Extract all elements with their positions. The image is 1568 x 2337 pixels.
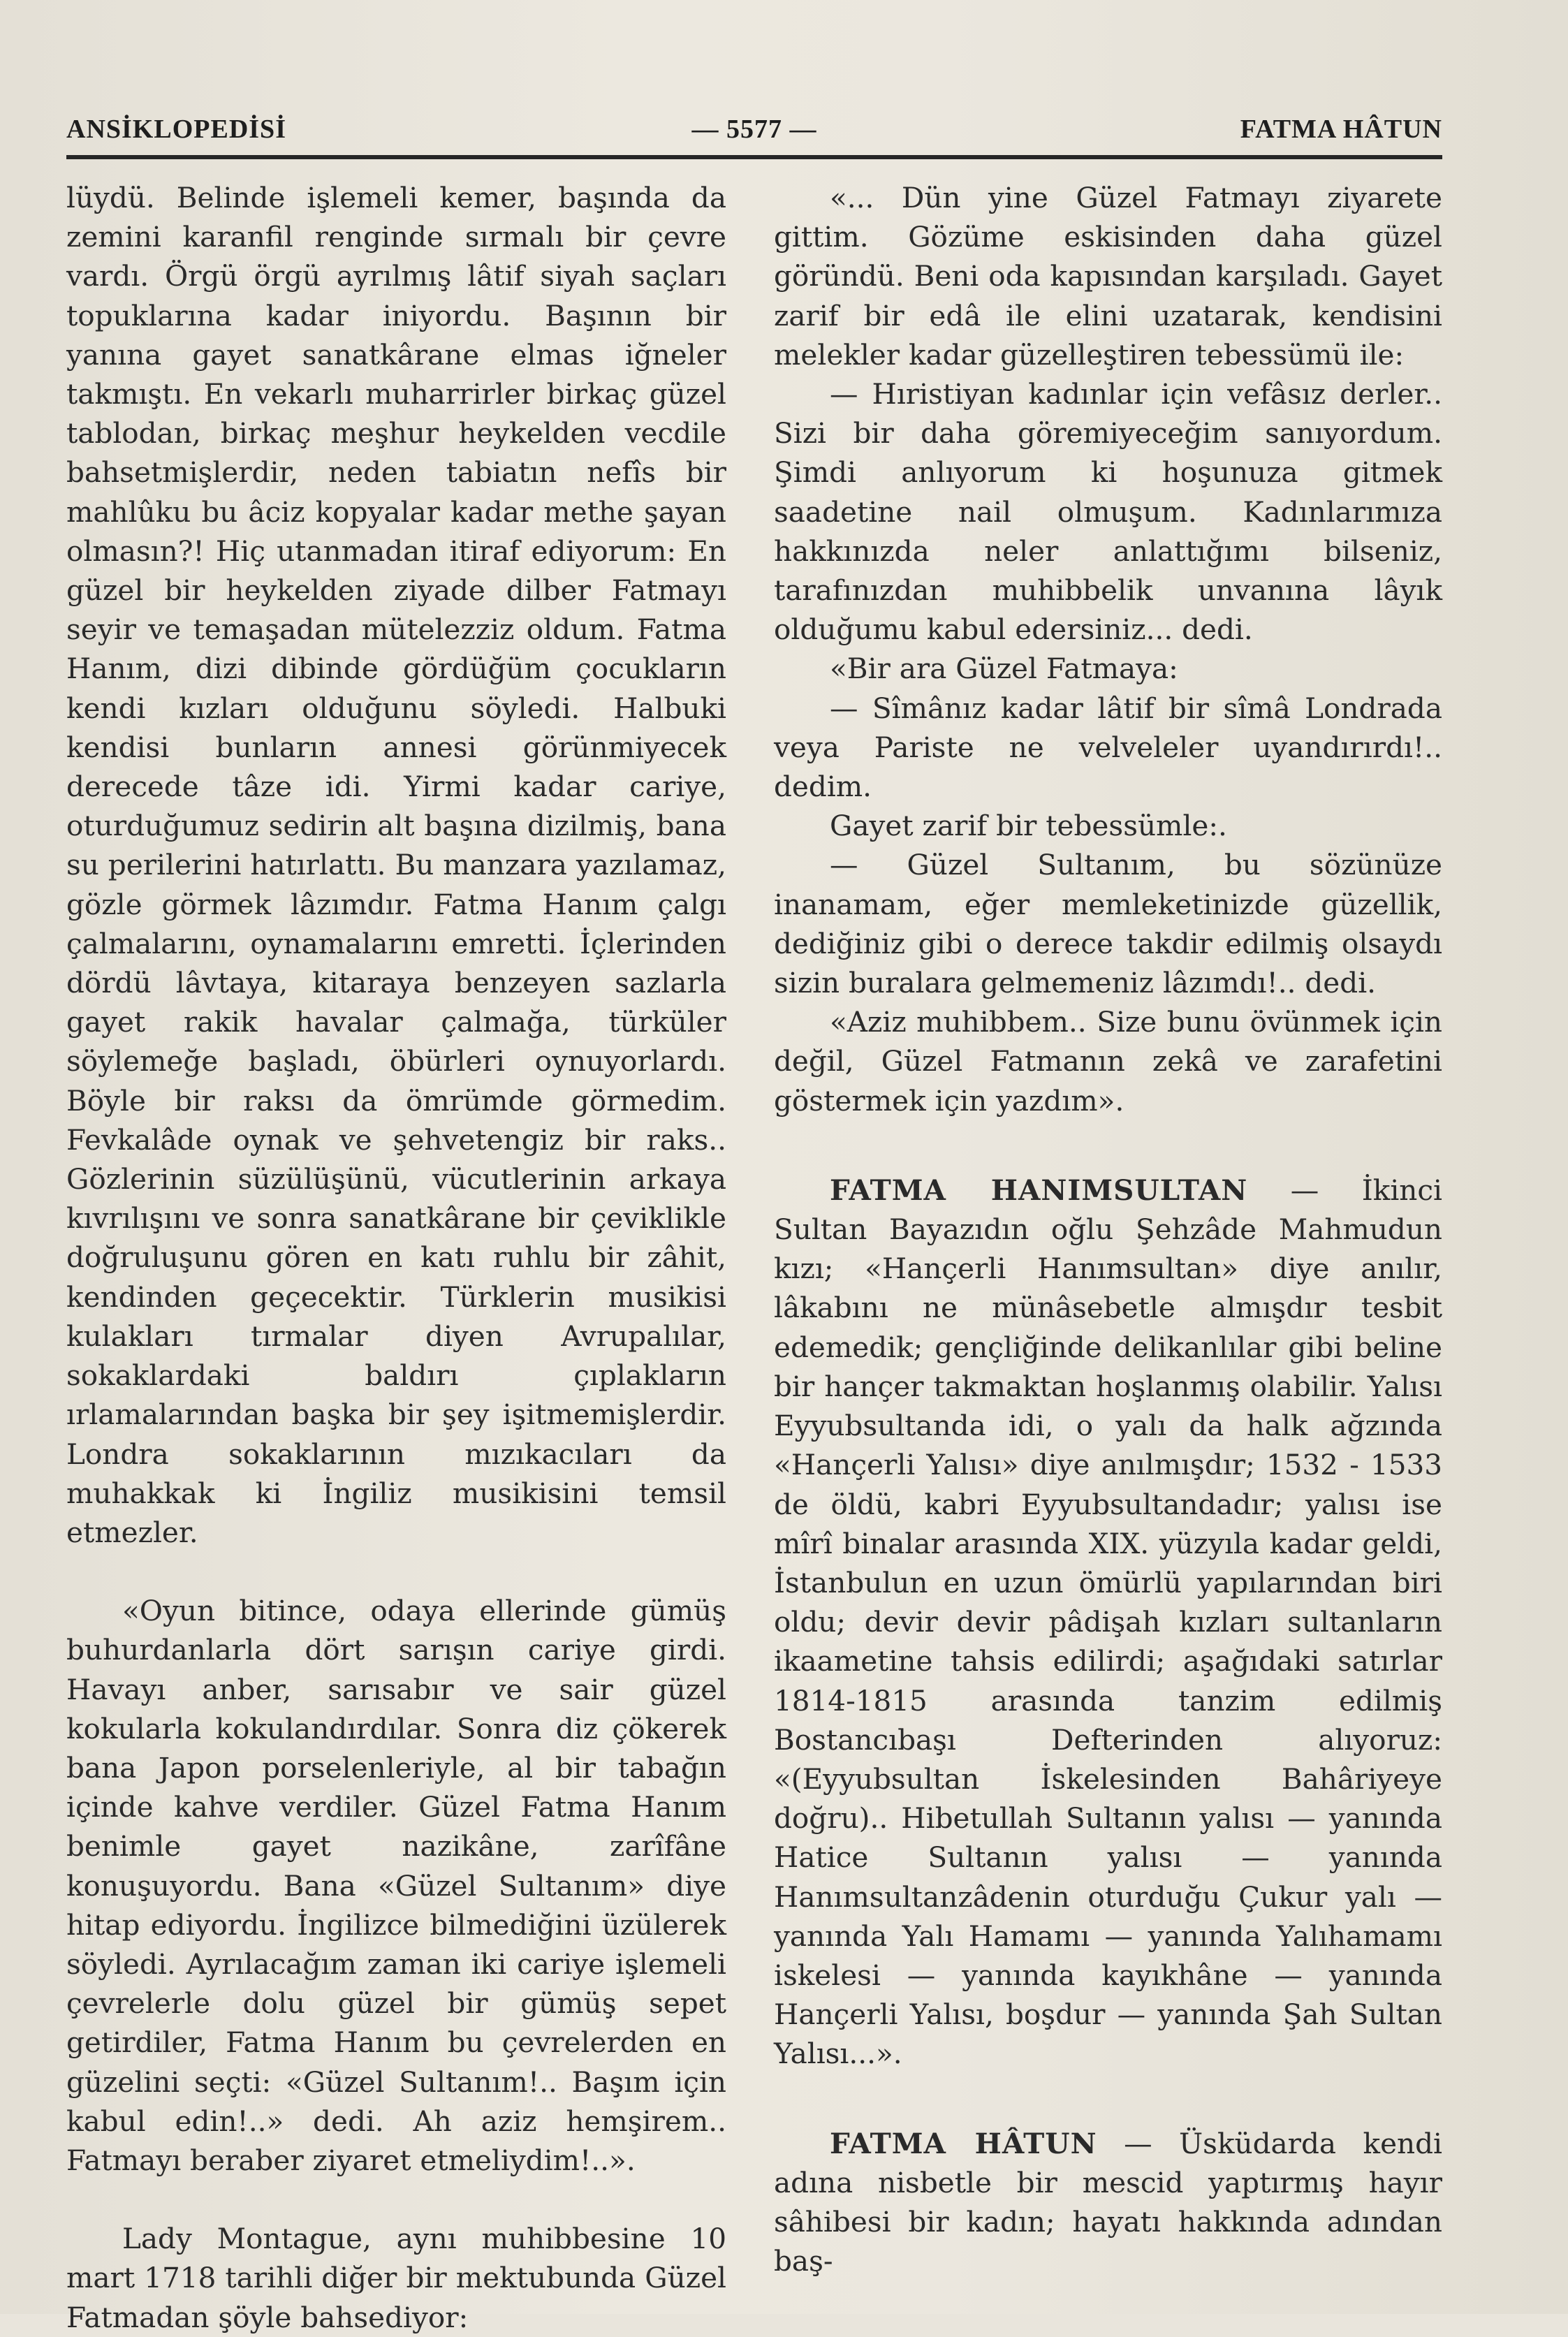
entry-title: FATMA HÂTUN xyxy=(830,2126,1097,2160)
entry-body: — Üsküdarda kendi adına nisbetle bir mescid yaptırmış hayır sâhibesi bir kadın; hayatı hakkında adından baş- xyxy=(774,2126,1451,2278)
section-gap xyxy=(774,1120,1442,1171)
header-rule xyxy=(66,155,1442,159)
quote-paragraph: «... Dün yine Güzel Fatmayı ziyarete gittim. Gözüme eskisinden daha güzel göründü. Beni oda kapısından karşıladı. Gayet zarif bir edâ ile elini uzatarak, kendisini melekler kadar güzelleştiren tebessümü ile: xyxy=(774,181,1451,372)
entry-fatma-hanimsultan xyxy=(774,1171,1451,2074)
right-column xyxy=(774,178,1451,2280)
paragraph-gap xyxy=(66,2180,726,2219)
entry-fatma-hatun xyxy=(774,2124,1451,2281)
quote-paragraph: — Sîmânız kadar lâtif bir sîmâ Londrada veya Pariste ne velveleler uyandırırdı!.. dedim. xyxy=(774,691,1451,804)
page-header xyxy=(66,108,1442,150)
header-left: ANSİKLOPEDİSİ xyxy=(66,115,286,144)
section-gap xyxy=(774,2074,1442,2124)
paragraph-gap xyxy=(66,1552,726,1591)
quote-paragraph: Gayet zarif bir tebessümle:. xyxy=(830,809,1227,843)
paragraph: Lady Montague, aynı muhibbesine 10 mart 1718 tarihli diğer bir mektubunda Güzel Fatmadan şöyle bahsediyor: xyxy=(66,2222,735,2334)
left-column xyxy=(66,178,735,2337)
quote-paragraph: — Hıristiyan kadınlar için vefâsız derler.. Sizi bir daha göremiyeceğim sanıyordum. Şimdi anlıyorum ki hoşunuza gitmek saadetine nail olmuşum. Kadınlarımıza hakkınızda neler anlattığımı bilseniz, tarafınızdan muhibbelik unvanına lâyık olduğumu kabul edersiniz... dedi. xyxy=(774,377,1451,647)
quote-paragraph: — Güzel Sultanım, bu sözünüze inanamam, eğer memleketinizde güzellik, dediğiniz gibi o derece takdir edilmiş olsaydı sizin buralara gelmemeniz lâzımdı!.. dedi. xyxy=(774,848,1451,1000)
quote-paragraph: «Bir ara Güzel Fatmaya: xyxy=(830,652,1178,686)
quote-paragraph: «Aziz muhibbem.. Size bunu övünmek için değil, Güzel Fatmanın zekâ ve zarafetini göstermek için yazdım». xyxy=(774,1005,1451,1118)
paragraph: lüydü. Belinde işlemeli kemer, başında da zemini karanfil renginde sırmalı bir çevre vardı. Örgü örgü ayrılmış lâtif siyah saçları topuklarına kadar iniyordu. Başının bir yanına gayet sanatkârane elmas iğneler takmıştı. En vekarlı muharrirler birkaç güzel tablodan, birkaç meşhur heykelden vecdile bahsetmişlerdir, neden tabiatın nefîs bir mahlûku bu âciz kopyalar kadar methe şayan olmasın?! Hiç utanmadan itiraf ediyorum: En güzel bir heykelden ziyade dilber Fatmayı seyir ve temaşadan mütelezziz oldum. Fatma Hanım, dizi dibinde gördüğüm çocukların kendi kızları olduğunu söyledi. Halbuki kendisi bunların annesi görünmiyecek derecede tâze idi. Yirmi kadar cariye, oturduğumuz sedirin alt başına dizilmiş, bana su perilerini hatırlattı. Bu manzara yazılamaz, gözle görmek lâzımdır. Fatma Hanım çalgı çalmalarını, oynamalarını emretti. İçlerinden dördü lâvtaya, kitaraya benzeyen sazlarla gayet rakik havalar çalmağa, türküler söylemeğe başladı, öbürleri oynuyorlardı. Böyle bir raksı da ömrümde görmedim. Fevkalâde oynak ve şehvetengiz bir raks.. Gözlerinin süzülüşünü, vücutlerinin arkaya kıvrılışını ve sonra sanatkârane bir çeviklikle doğruluşunu gören en katı ruhlu bir zâhit, kendinden geçecektir. Türklerin musikisi kulakları tırmalar diyen Avrupalılar, sokaklardaki baldırı çıplakların ırlamalarından başka bir şey işitmemişlerdir. Londra sokaklarının mızıkacıları da muhakkak ki İngiliz musikisini temsil etmezler. xyxy=(66,181,735,1549)
paragraph: «Oyun bitince, odaya ellerinde gümüş buhurdanlarla dört sarışın cariye girdi. Havayı anber, sarısabır ve sair güzel kokularla kokulandırdılar. Sonra diz çökerek bana Japon porselenleriyle, al bir tabağın içinde kahve verdiler. Güzel Fatma Hanım benimle gayet nazikâne, zarîfâne konuşuyordu. Bana «Güzel Sultanım» diye hitap ediyordu. İngilizce bilmediğini üzülerek söyledi. Ayrılacağım zaman iki cariye işlemeli çevrelerle dolu güzel bir gümüş sepet getirdiler, Fatma Hanım bu çevrelerden en güzelini seçti: «Güzel Sultanım!.. Başım için kabul edin!..» dedi. Ah aziz hemşirem.. Fatmayı beraber ziyaret etmeliydim!..». xyxy=(66,1594,735,2177)
page-number: — 5577 — xyxy=(691,115,817,144)
entry-body: — İkinci Sultan Bayazıdın oğlu Şehzâde Mahmudun kızı; «Hançerli Hanımsultan» diye anılır, lâkabını ne münâsebetle almışdır tesbit edemedik; gençliğinde delikanlılar gibi beline bir hançer takmaktan hoşlanmış olabilir. Yalısı Eyyubsultanda idi, o yalı da halk ağzında «Hançerli Yalısı» diye anılmışdır; 1532 - 1533 de öldü, kabri Eyyubsultandadır; yalısı ise mîrî binalar arasında XIX. yüzyıla kadar geldi, İstanbulun en uzun ömürlü yapılarından biri oldu; devir devir pâdişah kızları sultanların ikaametine tahsis edilirdi; aşağıdaki satırlar 1814-1815 arasında tanzim edilmiş Bostancıbaşı Defterinden alıyoruz: «(Eyyubsultan İskelesinden Bahâriyeye doğru).. Hibetullah Sultanın yalısı — yanında Hatice Sultanın yalısı — yanında Hanımsultanzâdenin oturduğu Çukur yalı — yanında Yalı Hamamı — yanında Yalıhamamı iskelesi — yanında kayıkhâne — yanında Hançerli Yalısı, boşdur — yanında Şah Sultan Yalısı...». xyxy=(774,1173,1451,2071)
entry-title: FATMA HANIMSULTAN xyxy=(830,1173,1248,1207)
header-right: FATMA HÂTUN xyxy=(1240,115,1442,144)
